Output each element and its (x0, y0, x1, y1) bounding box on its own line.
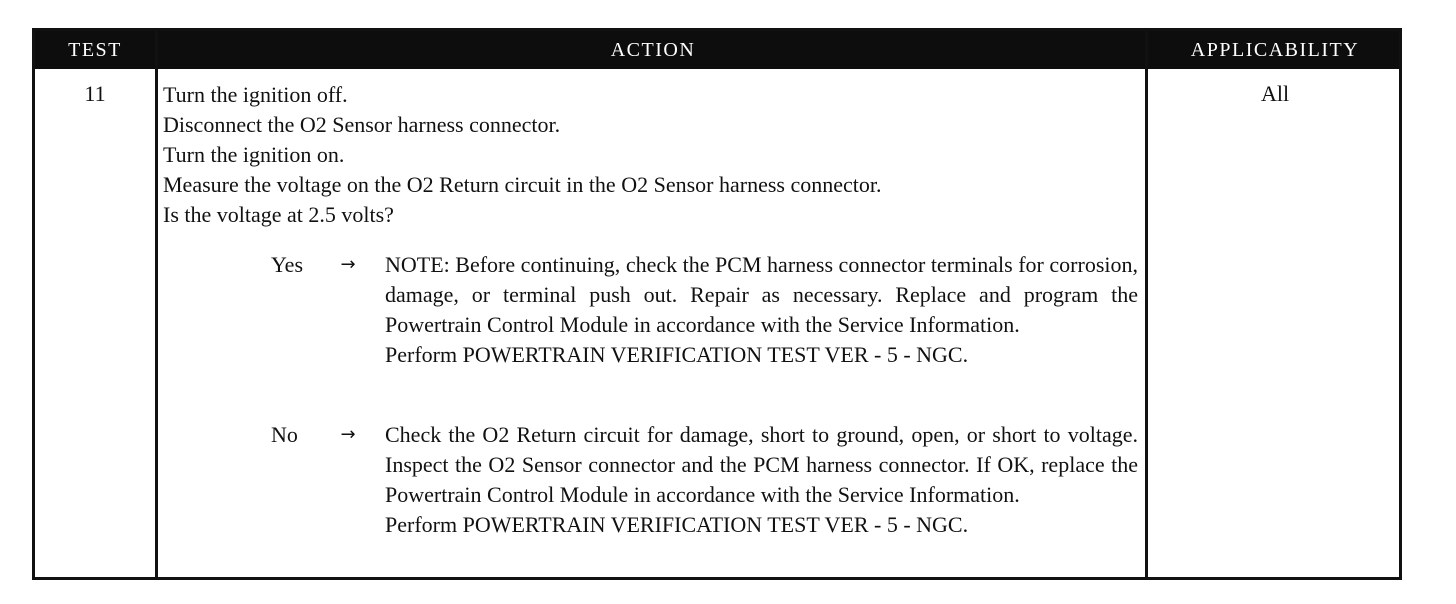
outcome-instructions: NOTE: Before continuing, check the PCM harness connector terminals for corrosion, damage, or terminal push out. Repair as necessary. Replace and program the Powertrain Control Module in accordance with the Service Information. (385, 252, 1138, 337)
outcome-perform-test: Perform POWERTRAIN VERIFICATION TEST VER - 5 - NGC. (385, 512, 969, 537)
column-divider (155, 31, 158, 577)
outcome-text-yes (385, 250, 1138, 370)
action-step: Measure the voltage on the O2 Return circuit in the O2 Sensor harness connector. (163, 172, 882, 197)
action-question: Is the voltage at 2.5 volts? (163, 202, 394, 227)
outcome-perform-test: Perform POWERTRAIN VERIFICATION TEST VER - 5 - NGC. (385, 342, 969, 367)
column-header-test: TEST (68, 39, 122, 61)
outcome-instructions: Check the O2 Return circuit for damage, short to ground, open, or short to voltage. Inspect the O2 Sensor connector and the PCM harness connector. If OK, replace the Powertrain Control Module in accordance with the Service Information. (385, 422, 1138, 507)
action-step: Turn the ignition on. (163, 142, 345, 167)
outcome-text-no (385, 420, 1138, 540)
column-divider (1145, 31, 1148, 577)
action-steps (163, 80, 1138, 230)
action-step: Disconnect the O2 Sensor harness connector. (163, 112, 561, 137)
outcome-label-yes: Yes (271, 252, 304, 277)
action-step: Turn the ignition off. (163, 82, 348, 107)
column-header-applicability: APPLICABILITY (1190, 39, 1360, 61)
test-number: 11 (84, 81, 106, 106)
applicability-value: All (1260, 81, 1290, 106)
table-header (35, 31, 1399, 69)
outcome-label-no: No (271, 422, 298, 447)
diagnostic-test-table (32, 28, 1402, 580)
column-header-action: ACTION (610, 39, 696, 61)
arrow-right-icon: → (340, 424, 356, 445)
arrow-right-icon: → (340, 254, 356, 275)
